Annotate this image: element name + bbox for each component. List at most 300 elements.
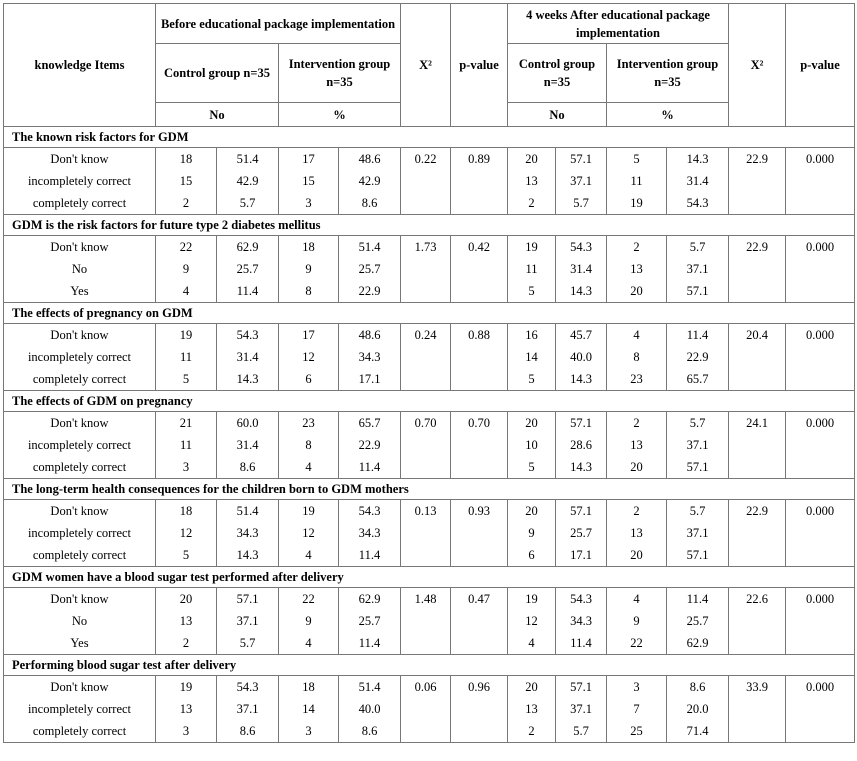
before-i-no-cell xyxy=(279,588,339,655)
value: 13 xyxy=(179,614,193,628)
before-i-pct-cell xyxy=(339,500,401,567)
value: 12 xyxy=(525,614,538,628)
value: 11.4 xyxy=(686,592,709,606)
before-c-no-cell xyxy=(156,676,217,743)
value: 37.1 xyxy=(570,174,592,188)
value: 14.3 xyxy=(570,460,592,474)
before-p-cell xyxy=(451,324,508,391)
p-value: 0.96 xyxy=(468,680,490,694)
value: 22 xyxy=(302,592,315,606)
value: 19 xyxy=(302,504,315,518)
value: 14.3 xyxy=(570,372,592,386)
before-i-no-cell xyxy=(279,324,339,391)
value: 42.9 xyxy=(236,174,259,188)
section-row xyxy=(4,567,855,588)
value: 5.7 xyxy=(573,196,589,210)
value: 9 xyxy=(633,614,640,628)
value: 20 xyxy=(630,548,643,562)
value: 2 xyxy=(528,196,535,210)
p-value: 0.93 xyxy=(468,504,490,518)
p-value: 0.42 xyxy=(468,240,490,254)
after-c-pct-cell xyxy=(556,324,607,391)
value: 28.6 xyxy=(570,438,592,452)
value: 62.9 xyxy=(358,592,381,606)
header-no-before: No xyxy=(156,103,279,127)
section-row xyxy=(4,303,855,324)
before-chi-cell xyxy=(401,500,451,567)
item-labels-cell xyxy=(4,588,156,655)
value: 5 xyxy=(528,284,535,298)
after-p-cell xyxy=(786,412,855,479)
after-i-pct-cell xyxy=(667,588,729,655)
item-label: No xyxy=(71,614,88,628)
value: 6 xyxy=(528,548,535,562)
value: 57.1 xyxy=(570,416,592,430)
header-pct-before: % xyxy=(279,103,401,127)
before-i-pct-cell xyxy=(339,412,401,479)
value: 65.7 xyxy=(358,416,381,430)
item-label: incompletely correct xyxy=(27,438,132,452)
value: 2 xyxy=(528,724,535,738)
value: 57.1 xyxy=(570,680,592,694)
value: 17 xyxy=(302,152,315,166)
chi-square-value: 0.06 xyxy=(414,680,437,694)
value: 19 xyxy=(525,592,538,606)
before-i-no-cell xyxy=(279,500,339,567)
value: 2 xyxy=(182,636,190,650)
value: 3 xyxy=(182,460,190,474)
after-c-pct-cell xyxy=(556,500,607,567)
item-label: Don't know xyxy=(50,504,109,518)
chi-square-value: 22.9 xyxy=(746,504,768,518)
value: 25.7 xyxy=(686,614,709,628)
before-c-pct-cell xyxy=(217,676,279,743)
value: 8.6 xyxy=(239,724,256,738)
value: 4 xyxy=(305,548,312,562)
value: 11 xyxy=(630,174,643,188)
section-title: The effects of pregnancy on GDM xyxy=(4,303,855,324)
after-i-pct-cell xyxy=(667,412,729,479)
value: 9 xyxy=(305,262,312,276)
value: 25.7 xyxy=(236,262,259,276)
value: 18 xyxy=(302,680,315,694)
value: 65.7 xyxy=(686,372,709,386)
value: 11.4 xyxy=(570,636,592,650)
value: 31.4 xyxy=(236,438,259,452)
value: 51.4 xyxy=(236,152,259,166)
value: 14.3 xyxy=(570,284,592,298)
value: 5 xyxy=(182,372,190,386)
value: 13 xyxy=(630,262,643,276)
table-body xyxy=(4,127,855,743)
after-chi-cell xyxy=(729,324,786,391)
data-row xyxy=(4,412,855,479)
before-c-pct-cell xyxy=(217,412,279,479)
item-label: No xyxy=(71,262,88,276)
item-labels-cell xyxy=(4,148,156,215)
value: 22.9 xyxy=(686,350,709,364)
table-header xyxy=(4,4,855,127)
value: 19 xyxy=(525,240,538,254)
before-c-pct-cell xyxy=(217,236,279,303)
value: 54.3 xyxy=(686,196,709,210)
value: 31.4 xyxy=(236,350,259,364)
value: 8 xyxy=(305,284,312,298)
item-label: Yes xyxy=(70,284,89,298)
value: 11.4 xyxy=(358,460,381,474)
before-c-no-cell xyxy=(156,500,217,567)
before-i-no-cell xyxy=(279,412,339,479)
value: 4 xyxy=(305,460,312,474)
chi-square-value: 0.22 xyxy=(414,152,437,166)
value: 34.3 xyxy=(358,350,381,364)
value: 14.3 xyxy=(236,372,259,386)
before-chi-cell xyxy=(401,236,451,303)
after-chi-cell xyxy=(729,500,786,567)
value: 5 xyxy=(182,548,190,562)
before-c-no-cell xyxy=(156,236,217,303)
value: 7 xyxy=(633,702,640,716)
after-i-pct-cell xyxy=(667,676,729,743)
chi-square-value: 0.70 xyxy=(414,416,437,430)
p-value: 0.89 xyxy=(468,152,490,166)
after-chi-cell xyxy=(729,676,786,743)
before-chi-cell xyxy=(401,588,451,655)
header-intervention-after: Intervention group n=35 xyxy=(607,44,729,103)
after-p-cell xyxy=(786,500,855,567)
data-row xyxy=(4,324,855,391)
value: 12 xyxy=(302,350,315,364)
after-p-cell xyxy=(786,148,855,215)
after-p-cell xyxy=(786,236,855,303)
value: 10 xyxy=(525,438,538,452)
header-chi-after: X² xyxy=(729,4,786,127)
before-i-pct-cell xyxy=(339,676,401,743)
value: 3 xyxy=(633,680,640,694)
value: 8.6 xyxy=(361,196,378,210)
value: 13 xyxy=(179,702,193,716)
value: 51.4 xyxy=(236,504,259,518)
value: 12 xyxy=(179,526,193,540)
p-value: 0.47 xyxy=(468,592,490,606)
after-chi-cell xyxy=(729,588,786,655)
value: 14.3 xyxy=(236,548,259,562)
p-value: 0.000 xyxy=(805,152,835,166)
p-value: 0.000 xyxy=(805,240,835,254)
value: 8 xyxy=(305,438,312,452)
before-c-no-cell xyxy=(156,412,217,479)
value: 57.1 xyxy=(686,460,709,474)
value: 22 xyxy=(630,636,643,650)
value: 5 xyxy=(528,372,535,386)
value: 12 xyxy=(302,526,315,540)
value: 37.1 xyxy=(570,702,592,716)
after-i-no-cell xyxy=(607,324,667,391)
value: 11 xyxy=(525,262,538,276)
value: 37.1 xyxy=(686,438,709,452)
value: 57.1 xyxy=(570,152,592,166)
value: 57.1 xyxy=(570,504,592,518)
p-value: 0.000 xyxy=(805,504,835,518)
before-c-pct-cell xyxy=(217,324,279,391)
after-c-pct-cell xyxy=(556,588,607,655)
value: 5.7 xyxy=(573,724,589,738)
before-chi-cell xyxy=(401,676,451,743)
after-c-no-cell xyxy=(508,412,556,479)
before-p-cell xyxy=(451,500,508,567)
item-labels-cell xyxy=(4,324,156,391)
after-c-no-cell xyxy=(508,324,556,391)
before-p-cell xyxy=(451,412,508,479)
item-label: Don't know xyxy=(50,416,109,430)
value: 9 xyxy=(305,614,312,628)
data-row xyxy=(4,676,855,743)
after-c-no-cell xyxy=(508,148,556,215)
before-chi-cell xyxy=(401,324,451,391)
before-c-pct-cell xyxy=(217,588,279,655)
after-chi-cell xyxy=(729,148,786,215)
section-title: The effects of GDM on pregnancy xyxy=(4,391,855,412)
before-c-pct-cell xyxy=(217,148,279,215)
after-c-pct-cell xyxy=(556,676,607,743)
value: 15 xyxy=(302,174,315,188)
after-c-no-cell xyxy=(508,588,556,655)
before-p-cell xyxy=(451,676,508,743)
item-labels-cell xyxy=(4,676,156,743)
value: 13 xyxy=(630,438,643,452)
value: 71.4 xyxy=(686,724,709,738)
header-pct-after: % xyxy=(607,103,729,127)
after-i-pct-cell xyxy=(667,236,729,303)
value: 54.3 xyxy=(570,592,592,606)
after-c-pct-cell xyxy=(556,412,607,479)
value: 62.9 xyxy=(236,240,259,254)
value: 8.6 xyxy=(689,680,706,694)
value: 11.4 xyxy=(358,548,381,562)
value: 31.4 xyxy=(570,262,592,276)
value: 6 xyxy=(305,372,312,386)
p-value: 0.000 xyxy=(805,328,835,342)
value: 18 xyxy=(179,504,193,518)
value: 8.6 xyxy=(239,460,256,474)
value: 57.1 xyxy=(686,548,709,562)
value: 25.7 xyxy=(358,614,381,628)
chi-square-value: 20.4 xyxy=(746,328,768,342)
value: 20 xyxy=(525,680,538,694)
value: 62.9 xyxy=(686,636,709,650)
p-value: 0.88 xyxy=(468,328,490,342)
value: 2 xyxy=(633,416,640,430)
item-labels-cell xyxy=(4,500,156,567)
item-label: Don't know xyxy=(50,240,109,254)
section-title: The known risk factors for GDM xyxy=(4,127,855,148)
after-i-no-cell xyxy=(607,500,667,567)
header-chi-before: X² xyxy=(401,4,451,127)
value: 17.1 xyxy=(358,372,381,386)
item-label: incompletely correct xyxy=(27,702,132,716)
value: 20 xyxy=(179,592,193,606)
value: 51.4 xyxy=(358,680,381,694)
after-c-no-cell xyxy=(508,500,556,567)
value: 18 xyxy=(302,240,315,254)
chi-square-value: 24.1 xyxy=(746,416,768,430)
value: 8.6 xyxy=(361,724,378,738)
chi-square-value: 0.24 xyxy=(414,328,437,342)
value: 5.7 xyxy=(239,196,256,210)
item-label: Yes xyxy=(70,636,89,650)
value: 45.7 xyxy=(570,328,592,342)
before-chi-cell xyxy=(401,148,451,215)
value: 11.4 xyxy=(686,328,709,342)
value: 23 xyxy=(630,372,643,386)
data-row xyxy=(4,588,855,655)
after-i-no-cell xyxy=(607,236,667,303)
value: 51.4 xyxy=(358,240,381,254)
header-p-before: p-value xyxy=(451,4,508,127)
before-p-cell xyxy=(451,588,508,655)
item-label: completely correct xyxy=(32,372,127,386)
value: 54.3 xyxy=(236,680,259,694)
after-c-pct-cell xyxy=(556,236,607,303)
value: 4 xyxy=(633,328,640,342)
value: 13 xyxy=(630,526,643,540)
value: 20 xyxy=(525,152,538,166)
section-row xyxy=(4,215,855,236)
value: 18 xyxy=(179,152,193,166)
data-row xyxy=(4,148,855,215)
before-i-pct-cell xyxy=(339,236,401,303)
item-label: completely correct xyxy=(32,460,127,474)
value: 13 xyxy=(525,174,538,188)
item-label: incompletely correct xyxy=(27,526,132,540)
value: 4 xyxy=(182,284,190,298)
value: 34.3 xyxy=(236,526,259,540)
after-i-no-cell xyxy=(607,588,667,655)
value: 37.1 xyxy=(686,262,709,276)
after-chi-cell xyxy=(729,236,786,303)
before-c-pct-cell xyxy=(217,500,279,567)
p-value: 0.000 xyxy=(805,680,835,694)
value: 11 xyxy=(179,438,193,452)
chi-square-value: 22.9 xyxy=(746,240,768,254)
before-c-no-cell xyxy=(156,324,217,391)
value: 19 xyxy=(630,196,643,210)
value: 34.3 xyxy=(358,526,381,540)
value: 57.1 xyxy=(686,284,709,298)
value: 20 xyxy=(525,416,538,430)
value: 5.7 xyxy=(689,240,706,254)
section-title: The long-term health consequences for the children born to GDM mothers xyxy=(4,479,855,500)
after-p-cell xyxy=(786,676,855,743)
data-row xyxy=(4,500,855,567)
before-i-no-cell xyxy=(279,148,339,215)
value: 20.0 xyxy=(686,702,709,716)
value: 23 xyxy=(302,416,315,430)
after-i-no-cell xyxy=(607,412,667,479)
value: 5.7 xyxy=(239,636,256,650)
value: 8 xyxy=(633,350,640,364)
item-label: Don't know xyxy=(50,152,109,166)
value: 13 xyxy=(525,702,538,716)
value: 5.7 xyxy=(689,504,706,518)
after-i-pct-cell xyxy=(667,324,729,391)
value: 20 xyxy=(630,284,643,298)
value: 22.9 xyxy=(358,284,381,298)
value: 25.7 xyxy=(570,526,592,540)
value: 19 xyxy=(179,680,193,694)
item-label: completely correct xyxy=(32,196,127,210)
after-i-no-cell xyxy=(607,676,667,743)
after-c-no-cell xyxy=(508,676,556,743)
section-row xyxy=(4,479,855,500)
before-p-cell xyxy=(451,148,508,215)
value: 4 xyxy=(305,636,312,650)
item-label: incompletely correct xyxy=(27,350,132,364)
value: 22 xyxy=(179,240,193,254)
header-intervention-before: Intervention group n=35 xyxy=(279,44,401,103)
section-row xyxy=(4,391,855,412)
value: 11.4 xyxy=(236,284,259,298)
chi-square-value: 1.73 xyxy=(414,240,437,254)
value: 17.1 xyxy=(570,548,592,562)
before-c-no-cell xyxy=(156,148,217,215)
value: 54.3 xyxy=(570,240,592,254)
value: 14 xyxy=(525,350,538,364)
header-knowledge-items: knowledge Items xyxy=(4,4,156,127)
value: 21 xyxy=(179,416,193,430)
after-p-cell xyxy=(786,588,855,655)
before-i-pct-cell xyxy=(339,324,401,391)
chi-square-value: 0.13 xyxy=(414,504,437,518)
item-label: incompletely correct xyxy=(27,174,132,188)
value: 19 xyxy=(179,328,193,342)
value: 4 xyxy=(528,636,535,650)
item-label: Don't know xyxy=(50,328,109,342)
header-no-after: No xyxy=(508,103,607,127)
section-title: GDM is the risk factors for future type 2 diabetes mellitus xyxy=(4,215,855,236)
value: 48.6 xyxy=(358,328,381,342)
value: 2 xyxy=(633,240,640,254)
value: 40.0 xyxy=(570,350,592,364)
value: 37.1 xyxy=(686,526,709,540)
after-i-no-cell xyxy=(607,148,667,215)
data-row xyxy=(4,236,855,303)
value: 20 xyxy=(630,460,643,474)
item-label: Don't know xyxy=(50,680,109,694)
value: 2 xyxy=(633,504,640,518)
section-row xyxy=(4,127,855,148)
value: 37.1 xyxy=(236,614,259,628)
value: 3 xyxy=(182,724,190,738)
value: 34.3 xyxy=(570,614,592,628)
chi-square-value: 33.9 xyxy=(746,680,768,694)
after-i-pct-cell xyxy=(667,500,729,567)
after-c-no-cell xyxy=(508,236,556,303)
item-label: Don't know xyxy=(50,592,109,606)
before-i-pct-cell xyxy=(339,588,401,655)
value: 31.4 xyxy=(686,174,709,188)
value: 9 xyxy=(182,262,190,276)
after-i-pct-cell xyxy=(667,148,729,215)
header-after: 4 weeks After educational package implementation xyxy=(508,4,729,44)
knowledge-table xyxy=(3,3,855,743)
chi-square-value: 22.9 xyxy=(746,152,768,166)
value: 3 xyxy=(305,196,312,210)
header-control-after: Control group n=35 xyxy=(508,44,607,103)
value: 5 xyxy=(633,152,640,166)
value: 60.0 xyxy=(236,416,259,430)
after-p-cell xyxy=(786,324,855,391)
